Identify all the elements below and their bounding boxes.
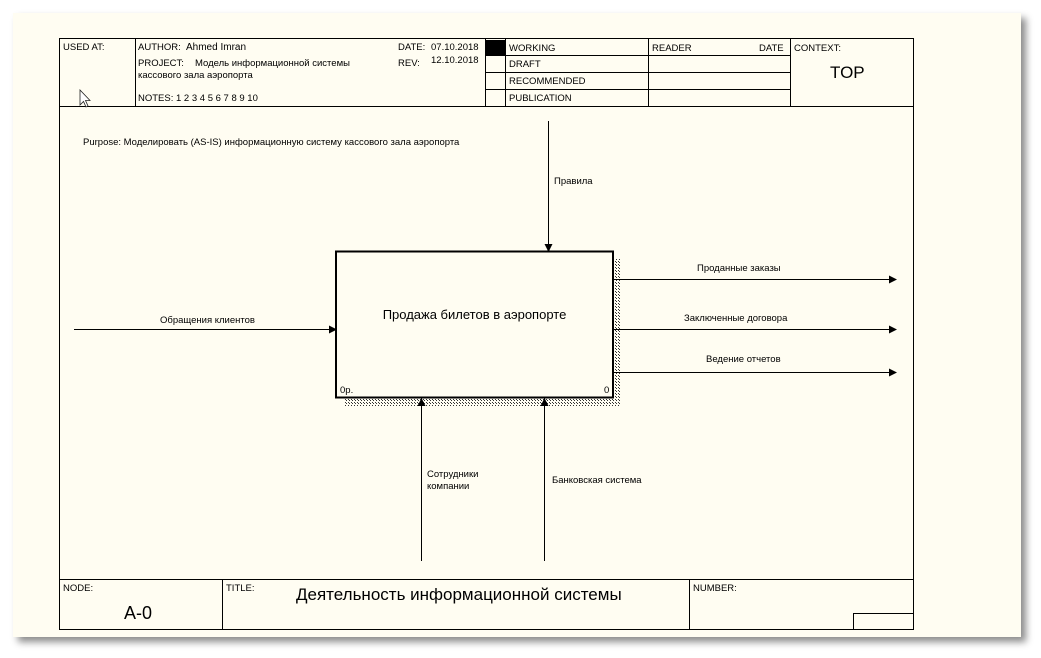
arrow-label-output-3: Ведение отчетов	[706, 354, 781, 365]
title-label: TITLE:	[226, 583, 255, 594]
arrow-input[interactable]	[74, 315, 337, 334]
activity-number: 0	[604, 385, 610, 396]
number-label: NUMBER:	[693, 583, 737, 594]
project-label: PROJECT:	[138, 58, 184, 69]
node-label: NODE:	[63, 583, 94, 594]
project-line-2: кассового зала аэропорта	[138, 70, 253, 81]
mouse-cursor-icon	[80, 90, 90, 107]
notes: NOTES: 1 2 3 4 5 6 7 8 9 10	[138, 93, 258, 104]
context-value: TOP	[830, 63, 865, 82]
activity-box[interactable]	[336, 252, 613, 398]
arrow-mechanism-1[interactable]	[418, 398, 479, 561]
box-shadow-bottom-strip	[344, 398, 621, 406]
date-value: 07.10.2018	[431, 42, 479, 53]
project-line-1: Модель информационной системы	[195, 58, 350, 69]
arrow-output-2[interactable]	[614, 313, 897, 334]
arrow-label-output-1: Проданные заказы	[697, 263, 781, 274]
idef0-diagram	[13, 13, 1021, 637]
arrow-output-3[interactable]	[614, 354, 897, 377]
arrowhead-icon	[889, 326, 897, 334]
working-status-marker	[486, 40, 505, 55]
box-shadow-right	[613, 259, 621, 405]
rev-label: REV:	[398, 58, 420, 69]
footer-block	[59, 579, 914, 629]
header-block	[59, 39, 914, 107]
reader-date-label: DATE	[759, 43, 784, 54]
author-value: Ahmed Imran	[186, 42, 247, 53]
diagram-title: Деятельность информационной системы	[296, 585, 622, 604]
date-label: DATE:	[398, 42, 426, 53]
status-publication: PUBLICATION	[509, 93, 572, 104]
arrow-label-mechanism-2: Банковская система	[552, 475, 642, 486]
activity-label: Продажа билетов в аэропорте	[382, 307, 567, 322]
status-draft: DRAFT	[509, 59, 541, 70]
reader-label: READER	[652, 43, 692, 54]
used-at-label: USED AT:	[63, 42, 105, 53]
arrowhead-icon	[889, 369, 897, 377]
status-working: WORKING	[509, 43, 556, 54]
arrow-mechanism-2[interactable]	[541, 398, 643, 561]
activity-cost: 0р.	[340, 385, 354, 396]
rev-value: 12.10.2018	[431, 55, 479, 66]
status-recommended: RECOMMENDED	[509, 76, 586, 87]
arrow-label-control: Правила	[554, 176, 593, 187]
arrow-label-input: Обращения клиентов	[160, 315, 255, 326]
arrow-control[interactable]	[545, 121, 594, 252]
activity-box-group[interactable]	[336, 252, 621, 407]
arrow-output-1[interactable]	[614, 263, 897, 284]
arrowhead-icon	[889, 276, 897, 284]
arrow-label-output-2: Заключенные договора	[684, 313, 788, 324]
purpose-text: Purpose: Моделировать (AS-IS) информационную систему кассового зала аэропорта	[83, 137, 460, 148]
author-label: AUTHOR:	[138, 42, 181, 53]
arrow-label-mechanism-1-line-1: Сотрудники	[427, 469, 479, 480]
arrow-label-mechanism-1-line-2: компании	[427, 481, 470, 492]
node-value: A-0	[124, 603, 153, 623]
context-label: CONTEXT:	[794, 43, 841, 54]
diagram-sheet	[13, 13, 1021, 637]
